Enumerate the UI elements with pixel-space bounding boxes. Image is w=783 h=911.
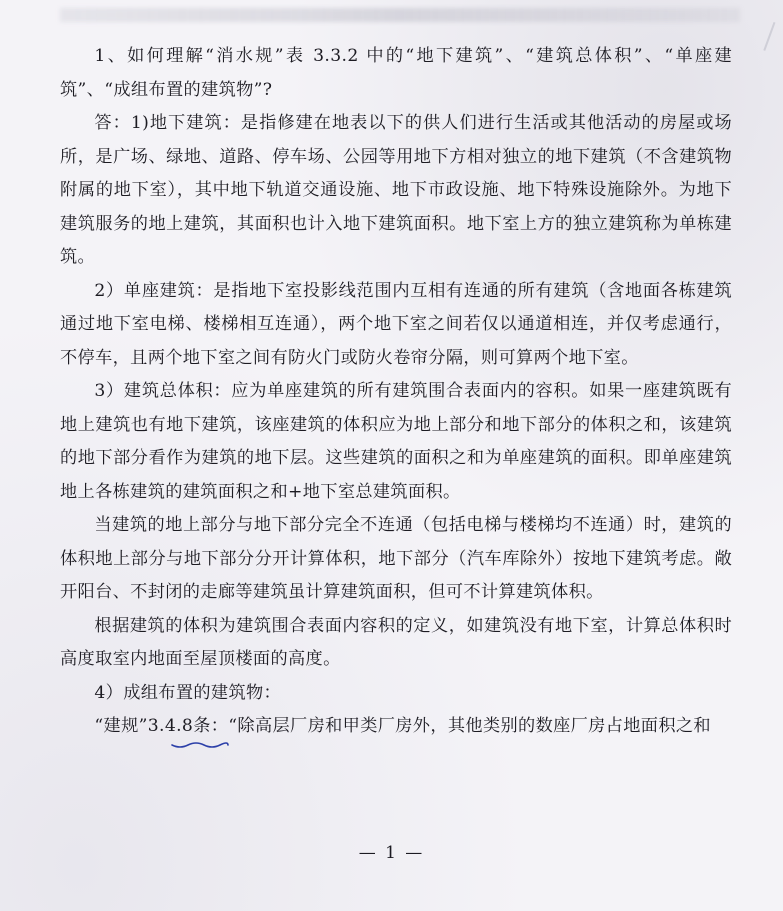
answer-grouped-buildings-heading: 4）成组布置的建筑物： [94,682,282,703]
answer-grouped-buildings-text: “建规”3.4.8条：“除高层厂房和甲类厂房外，其他类别的数座厂房占地面积之和 [94,716,711,736]
question-paragraph: 1、如何理解“消水规”表 3.3.2 中的“地下建筑”、“建筑总体积”、“单座建筑”、“成组布置的建筑物”? [60,46,732,100]
answer-single-building: 2）单座建筑：是指地下室投影线范围内互相有连通的所有建筑（含地面各栋建筑通过地下室电梯、楼梯相互连通），两个地下室之间若仅以通道相连，并仅考虑通行，不停车，且两个地下室之间有防火门或防火卷帘分隔，则可算两个地下室。 [60,280,732,368]
answer-volume-height: 根据建筑的体积为建筑围合表面内容积的定义，如建筑没有地下室，计算总体积时高度取室内地面至屋顶楼面的高度。 [60,615,732,669]
answer-underground-building: 答：1)地下建筑：是指修建在地表以下的供人们进行生活或其他活动的房屋或场所，是广场、绿地、道路、停车场、公园等用地下方相对独立的地下建筑（不含建筑物附属的地下室），其中地下轨道交通设施、地下市政设施、地下特殊设施除外。为地下建筑服务的地上建筑，其面积也计入地下建筑面积。地下室上方的独立建筑称为单栋建筑。 [60,113,732,267]
document-body [60,40,732,744]
bleed-through-text [60,8,740,22]
handwritten-underline [170,740,230,750]
page-number: — 1 — [358,843,425,863]
scan-corner-mark [745,15,776,51]
answer-disconnected-parts: 当建筑的地上部分与地下部分完全不连通（包括电梯与楼梯均不连通）时，建筑的体积地上部分与地下部分分开计算体积，地下部分（汽车库除外）按地下建筑考虑。敞开阳台、不封闭的走廊等建筑虽计算建筑面积，但可不计算建筑体积。 [60,515,732,602]
answer-total-volume: 3）建筑总体积：应为单座建筑的所有建筑围合表面内的容积。如果一座建筑既有地上建筑也有地下建筑，该座建筑的体积应为地上部分和地下部分的体积之和，该建筑的地下部分看作为建筑的地下层。这些建筑的面积之和为单座建筑的面积。即单座建筑地上各栋建筑的建筑面积之和+地下室总建筑面积。 [60,381,732,502]
